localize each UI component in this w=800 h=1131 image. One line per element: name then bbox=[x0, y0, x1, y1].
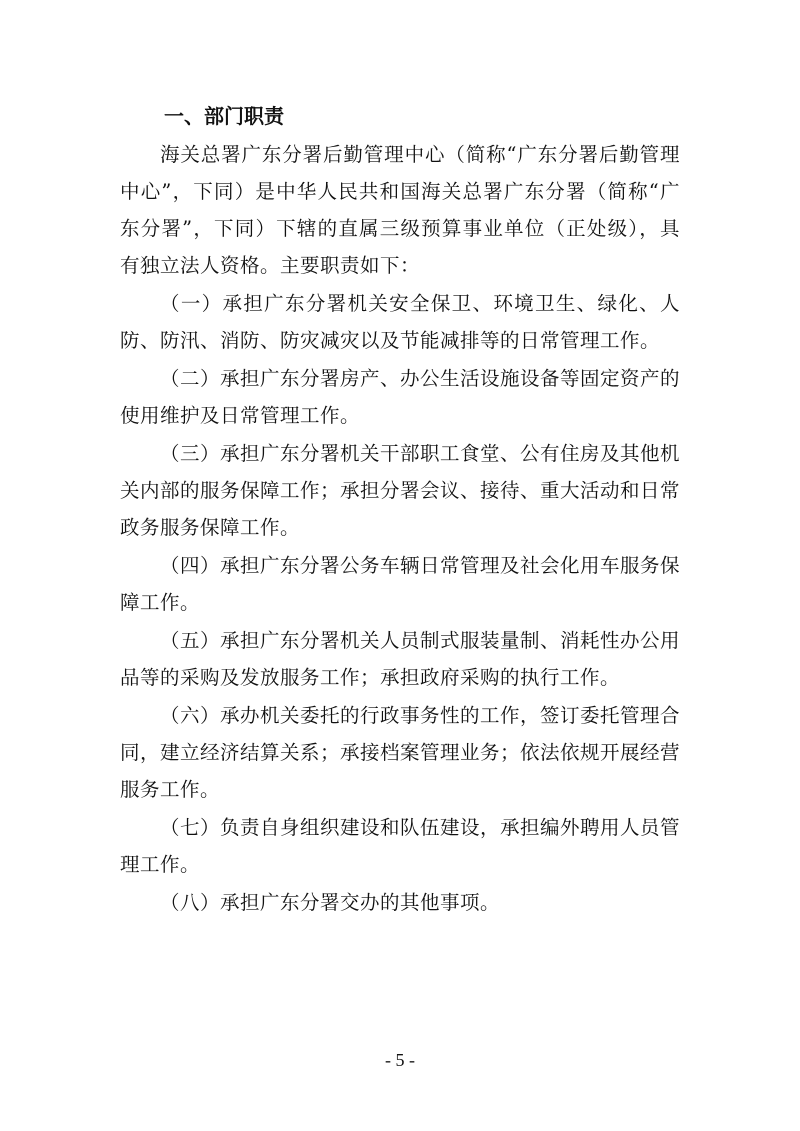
intro-paragraph: 海关总署广东分署后勤管理中心（简称“广东分署后勤管理中心”，下同）是中华人民共和国海关总署广东分署（简称“广东分署”，下同）下辖的直属三级预算事业单位（正处级），具有独立法人资格。主要职责如下： bbox=[120, 143, 680, 277]
section-heading: 一、部门职责 bbox=[164, 104, 284, 128]
page-number: - 5 - bbox=[385, 1050, 415, 1070]
duty-item-6: （六）承办机关委托的行政事务性的工作，签订委托管理合同，建立经济结算关系；承接档案管理业务；依法依规开展经营服务工作。 bbox=[120, 704, 681, 801]
duty-item-2: （二）承担广东分署房产、办公生活设施设备等固定资产的使用维护及日常管理工作。 bbox=[120, 367, 681, 427]
duty-item-3: （三）承担广东分署机关干部职工食堂、公有住房及其他机关内部的服务保障工作；承担分署会议、接待、重大活动和日常政务服务保障工作。 bbox=[120, 442, 681, 539]
duty-item-1: （一）承担广东分署机关安全保卫、环境卫生、绿化、人防、防汛、消防、防灾减灾以及节能减排等的日常管理工作。 bbox=[120, 292, 680, 352]
duty-item-8: （八）承担广东分署交办的其他事项。 bbox=[160, 891, 501, 914]
duty-item-7: （七）负责自身组织建设和队伍建设，承担编外聘用人员管理工作。 bbox=[120, 816, 681, 876]
page-content bbox=[120, 96, 680, 921]
duty-item-5: （五）承担广东分署机关人员制式服装量制、消耗性办公用品等的采购及发放服务工作；承担政府采购的执行工作。 bbox=[120, 629, 681, 689]
duty-item-4: （四）承担广东分署公务车辆日常管理及社会化用车服务保障工作。 bbox=[120, 554, 681, 614]
